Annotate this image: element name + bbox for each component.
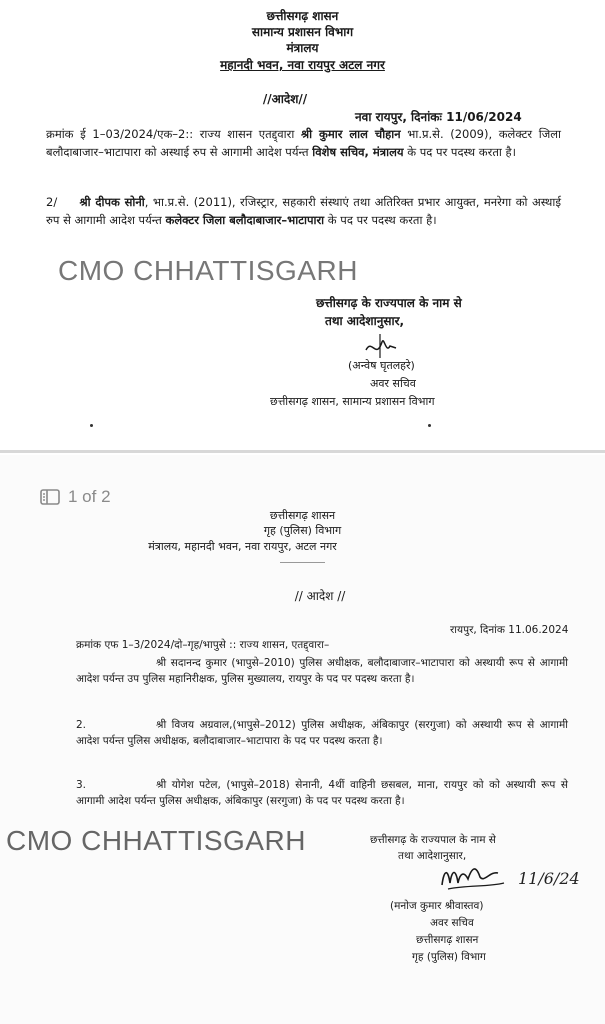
closing-line-2: तथा आदेशानुसार, <box>398 850 467 862</box>
order-paragraph-2 <box>76 717 568 749</box>
order-document-1 <box>0 0 605 452</box>
header-govt: छत्तीसगढ़ शासन <box>269 509 336 522</box>
paragraph-body: भा.प्र.से. (2009), कलेक्टर जिला बलौदाबाजार–भाटापारा को अस्थाई रुप से आगामी आदेश पर्यन्त <box>46 127 562 159</box>
paragraph-text: श्री सदानन्द कुमार (भापुसे–2010) पुलिस अधीक्षक, बलौदाबाजार–भाटापारा को अस्थायी रूप से आगामी आदेश पर्यन्त उप पुलिस महानिरीक्षक, पुलिस मुख्यालय, रायपुर के पद पर पदस्थ करता है। <box>76 657 568 685</box>
posting-title: कलेक्टर जिला बलौदाबाजार–भाटापारा <box>165 213 325 227</box>
signatory-name: (अन्वेष घृतलहरे) <box>348 359 415 372</box>
order-paragraph-2 <box>46 193 561 229</box>
order-document-2 <box>0 455 605 1024</box>
paragraph-prefix: क्रमांक ई 1–03/2024/एक–2:: राज्य शासन एतद्द्वारा <box>46 127 301 141</box>
signatory-designation: अवर सचिव <box>430 917 474 929</box>
signatory-govt: छत्तीसगढ़ शासन <box>416 934 479 946</box>
signatory-name: (मनोज कुमार श्रीवास्तव) <box>390 900 484 912</box>
order-date: नवा रायपुर, दिनांकः 11/06/2024 <box>355 110 522 124</box>
paragraph-number: 2. <box>76 719 87 731</box>
header-divider <box>280 562 325 563</box>
page-counter-text: 1 of 2 <box>68 487 111 506</box>
paragraph-text: श्री योगेश पटेल, (भापुसे–2018) सेनानी, 4थीं वाहिनी छसबल, माना, रायपुर को को अस्थायी रूप से आगामी आदेश पर्यन्त पुलिस अधीक्षक, अंबिकापुर (सरगुजा) के पद पर पदस्थ करता है। <box>76 779 568 807</box>
document-pages-icon <box>40 489 60 505</box>
order-paragraph-1 <box>46 125 561 161</box>
order-paragraph-3 <box>76 777 568 809</box>
paragraph-body: , भा.प्र.से. (2011), रजिस्ट्रार, सहकारी संस्थाएं तथा अतिरिक्त प्रभार आयुक्त, मनरेगा को अस्थाई रुप से आगामी आदेश पर्यन्त <box>46 195 561 227</box>
header-office: मंत्रालय <box>286 41 319 55</box>
header-department: गृह (पुलिस) विभाग <box>263 524 342 537</box>
signatory-department: गृह (पुलिस) विभाग <box>412 951 486 963</box>
posting-title: विशेष सचिव, मंत्रालय <box>312 145 404 159</box>
header-govt: छत्तीसगढ़ शासन <box>266 9 339 23</box>
paragraph-number: 3. <box>76 779 87 791</box>
scan-speck <box>428 424 431 427</box>
signature-icon <box>438 859 508 895</box>
order-paragraph-1 <box>76 655 568 687</box>
order-reference: क्रमांक एफ 1–3/2024/दो–गृह/भापुसे :: राज्य शासन, एतद्द्वारा– <box>76 639 330 651</box>
watermark: CMO CHHATTISGARH <box>6 825 306 856</box>
header-address: मंत्रालय, महानदी भवन, नवा रायपुर, अटल नगर <box>148 540 337 553</box>
closing-line-1: छत्तीसगढ़ के राज्यपाल के नाम से <box>370 834 496 846</box>
paragraph-suffix: के पद पर पदस्थ करता है। <box>403 145 516 159</box>
order-heading: //आदेश// <box>262 92 308 106</box>
officer-name: श्री कुमार लाल चौहान <box>300 127 401 141</box>
order-date: रायपुर, दिनांक 11.06.2024 <box>450 624 569 636</box>
paragraph-text: श्री विजय अग्रवाल,(भापुसे–2012) पुलिस अधीक्षक, अंबिकापुर (सरगुजा) को अस्थायी रूप से आगामी आदेश पर्यन्त पुलिस अधीक्षक, बलौदाबाजार–भाटापारा के पद पर पदस्थ करता है। <box>76 719 568 747</box>
watermark: CMO CHHATTISGARH <box>58 255 358 286</box>
officer-name: श्री दीपक सोनी <box>79 195 145 209</box>
closing-line-2: तथा आदेशानुसार, <box>325 314 405 328</box>
header-address: महानदी भवन, नवा रायपुर अटल नगर <box>220 58 385 72</box>
paragraph-number: 2/ <box>46 195 58 209</box>
order-heading: // आदेश // <box>294 589 346 603</box>
handwritten-date: 11/6/24 <box>518 869 580 888</box>
paragraph-suffix: के पद पर पदस्थ करता है। <box>324 213 437 227</box>
signatory-department: छत्तीसगढ़ शासन, सामान्य प्रशासन विभाग <box>270 395 435 408</box>
scan-speck <box>90 424 93 427</box>
header-department: सामान्य प्रशासन विभाग <box>251 25 354 39</box>
closing-line-1: छत्तीसगढ़ के राज्यपाल के नाम से <box>316 296 462 310</box>
signatory-designation: अवर सचिव <box>370 377 416 390</box>
page-divider <box>0 450 605 453</box>
